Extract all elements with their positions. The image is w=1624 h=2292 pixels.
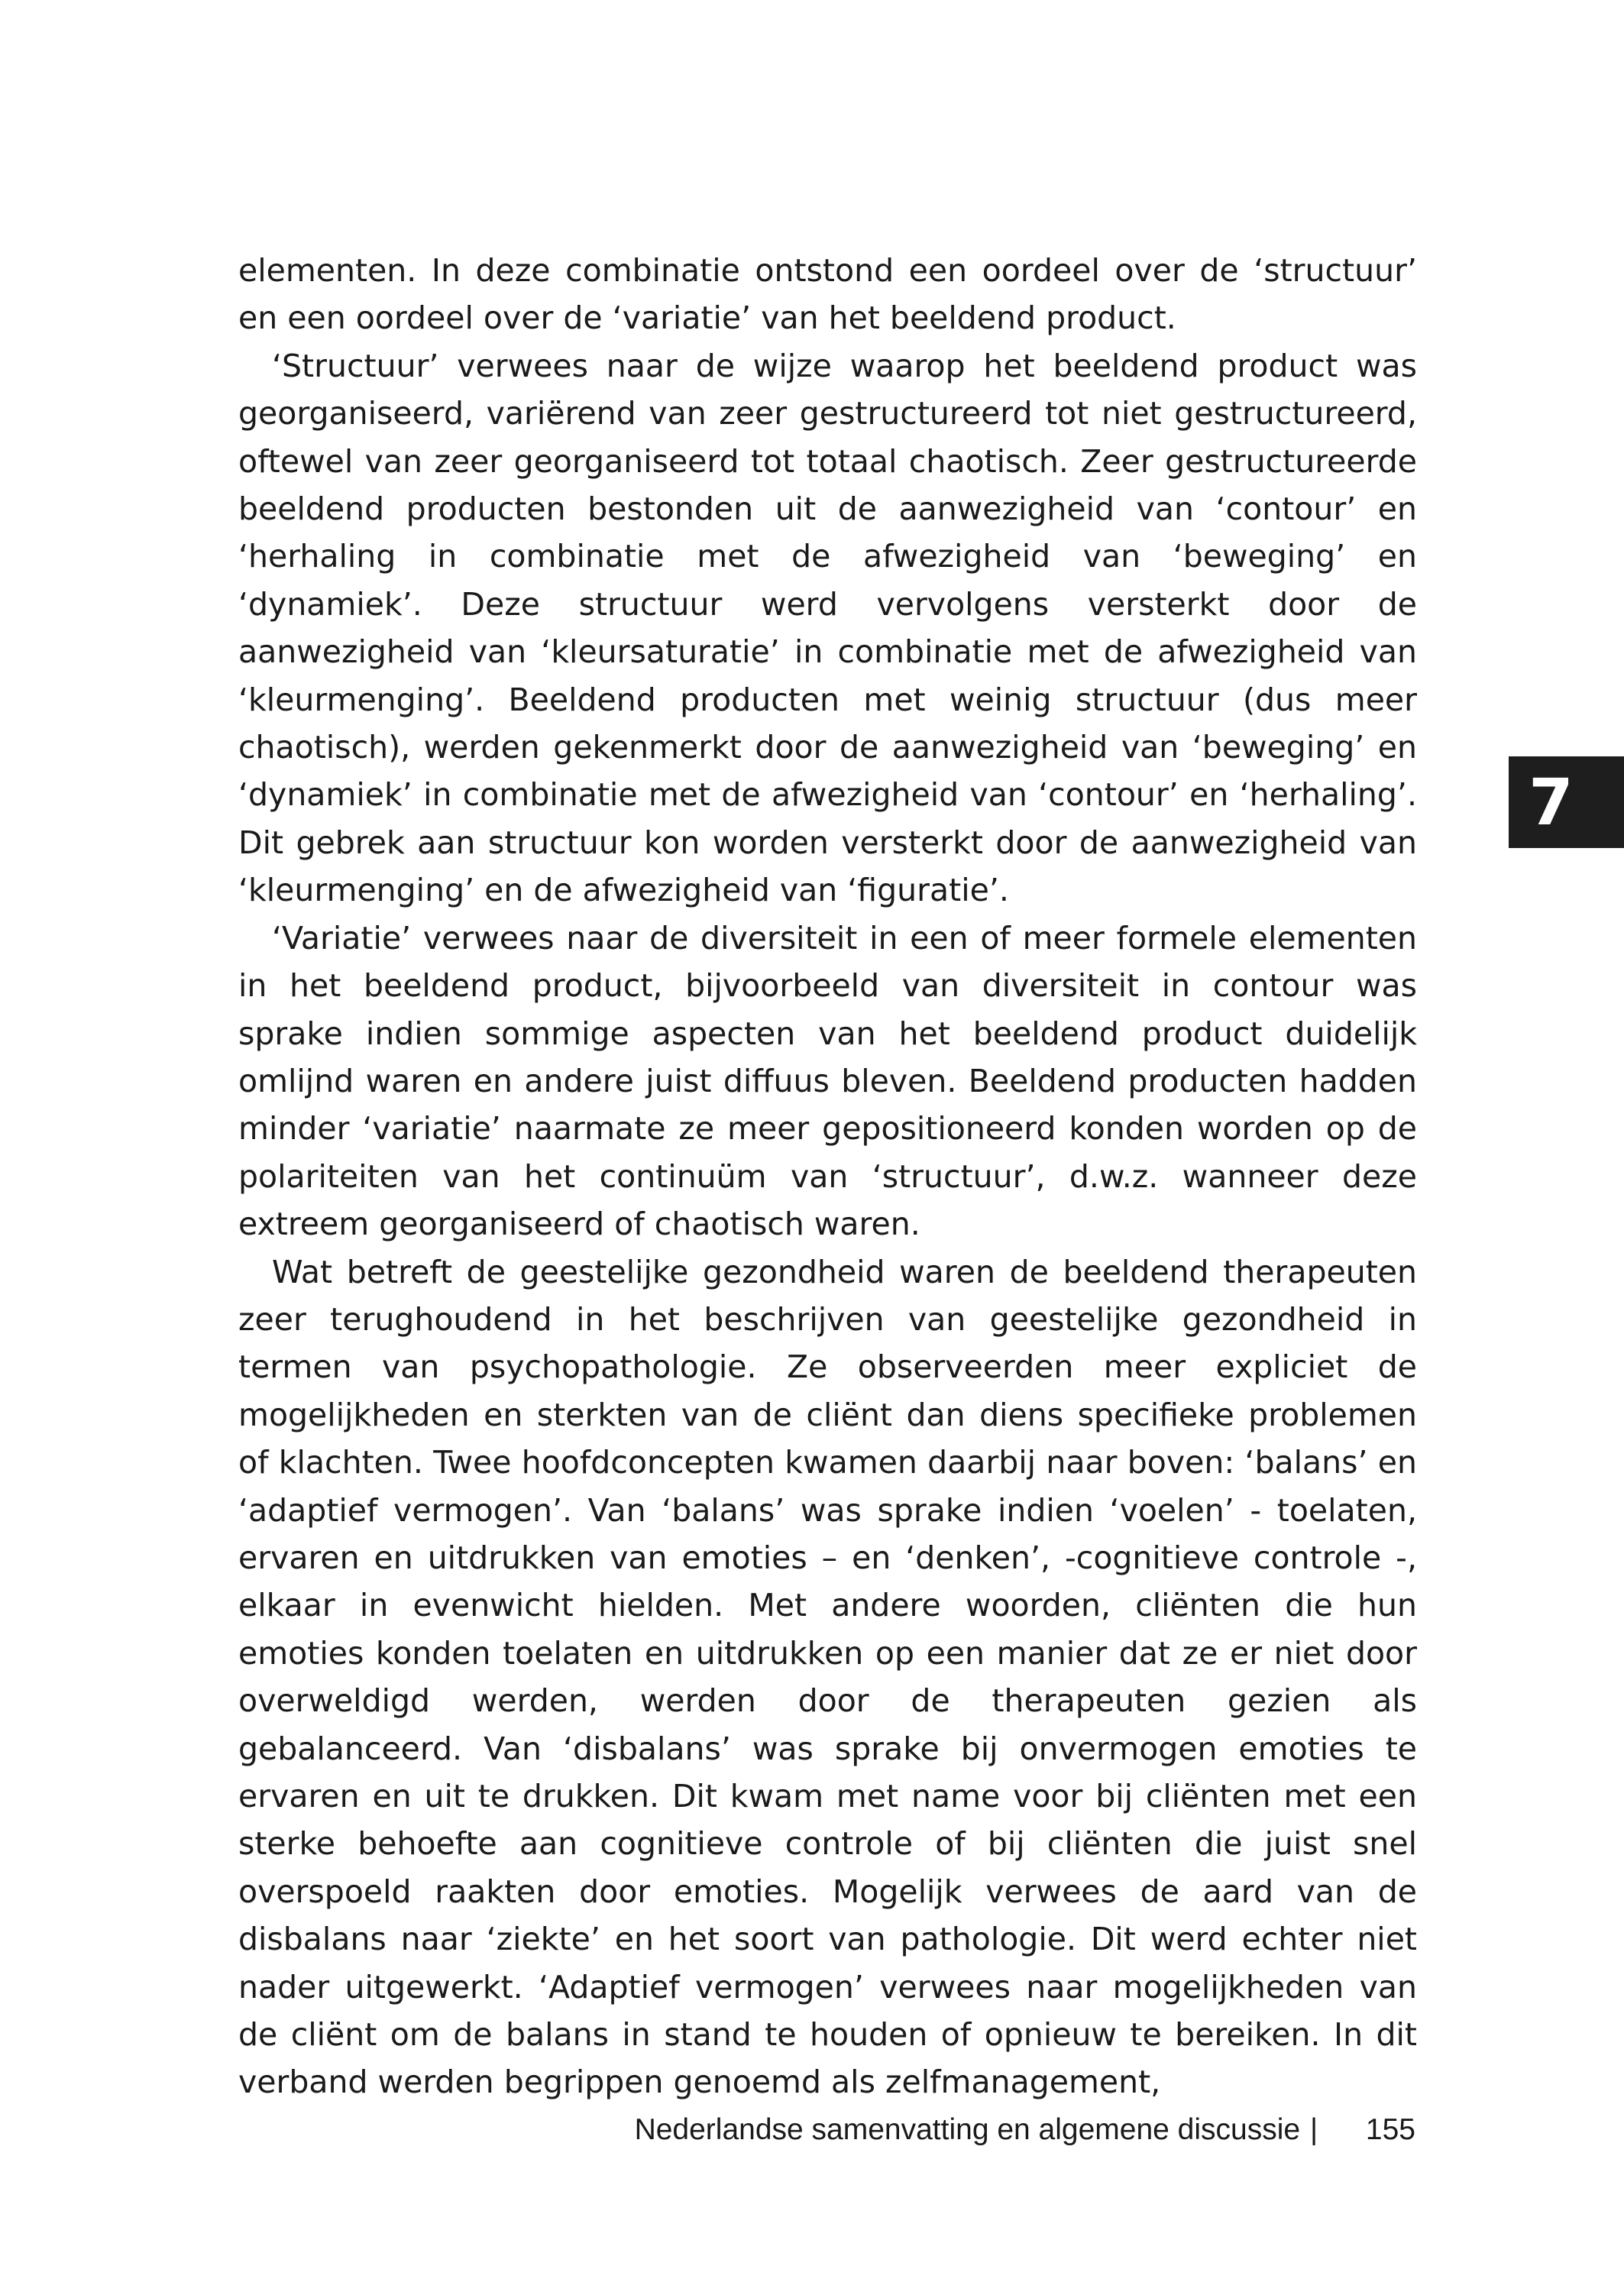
paragraph-2: ‘Structuur’ verwees naar de wijze waarop het beeldend product was georganiseerd, variërend van zeer gestructureerd tot niet gestructureerd, oftewel van zeer georganiseerd tot totaal chaotisch. Zeer gestructureerde beeldend producten bestonden uit de aanwezigheid van ‘contour’ en ‘herhaling in combinatie met de afwezigheid van ‘beweging’ en ‘dynamiek’. Deze structuur werd vervolgens versterkt door de aanwezigheid van ‘kleursaturatie’ in combinatie met de afwezigheid van ‘kleurmenging’. Beeldend producten met weinig structuur (dus meer chaotisch), werden gekenmerkt door de aanwezigheid van ‘beweging’ en ‘dynamiek’ in combinatie met de afwezigheid van ‘contour’ en ‘herhaling’. Dit gebrek aan structuur kon worden versterkt door de aanwezigheid van ‘kleurmenging’ en de afwezigheid van ‘figuratie’. <box>238 347 1417 909</box>
body-text <box>238 247 1417 2106</box>
paragraph-3: ‘Variatie’ verwees naar de diversiteit in een of meer formele elementen in het beeldend product, bijvoorbeeld van diversiteit in contour was sprake indien sommige aspecten van het beeldend product duidelijk omlijnd waren en andere juist diffuus bleven. Beeldend producten hadden minder ‘variatie’ naarmate ze meer gepositioneerd konden worden op de polariteiten van het continuüm van ‘structuur’, d.w.z. wanneer deze extreem georganiseerd of chaotisch waren. <box>238 919 1417 1243</box>
footer-separator: | <box>1309 2113 1318 2146</box>
chapter-number: 7 <box>1529 765 1574 840</box>
chapter-tab <box>1509 756 1624 848</box>
running-title: Nederlandse samenvatting en algemene discussie <box>634 2113 1301 2146</box>
paragraph-1: elementen. In deze combinatie ontstond een oordeel over de ‘structuur’ en een oordeel over de ‘variatie’ van het beeldend product. <box>238 252 1417 337</box>
page-number: 155 <box>1365 2113 1415 2146</box>
paragraph-4: Wat betreft de geestelijke gezondheid waren de beeldend therapeuten zeer terughoudend in het beschrijven van geestelijke gezondheid in termen van psychopathologie. Ze observeerden meer expliciet de mogelijkheden en sterkten van de cliënt dan diens specifieke problemen of klachten. Twee hoofdconcepten kwamen daarbij naar boven: ‘balans’ en ‘adaptief vermogen’. Van ‘balans’ was sprake indien ‘voelen’ - toelaten, ervaren en uitdrukken van emoties – en ‘denken’, -cognitieve controle -, elkaar in evenwicht hielden. Met andere woorden, cliënten die hun emoties konden toelaten en uitdrukken op een manier dat ze er niet door overweldigd werden, werden door de therapeuten gezien als gebalanceerd. Van ‘disbalans’ was sprake bij onvermogen emoties te ervaren en uit te drukken. Dit kwam met name voor bij cliënten met een sterke behoefte aan cognitieve controle of bij cliënten die juist snel overspoeld raakten door emoties. Mogelijk verwees de aard van de disbalans naar ‘ziekte’ en het soort van pathologie. Dit werd echter niet nader uitgewerkt. ‘Adaptief vermogen’ verwees naar mogelijkheden van de cliënt om de balans in stand te houden of opnieuw te bereiken. In dit verband werden begrippen genoemd als zelfmanagement, <box>238 1253 1417 2101</box>
page-footer <box>635 2111 1415 2149</box>
